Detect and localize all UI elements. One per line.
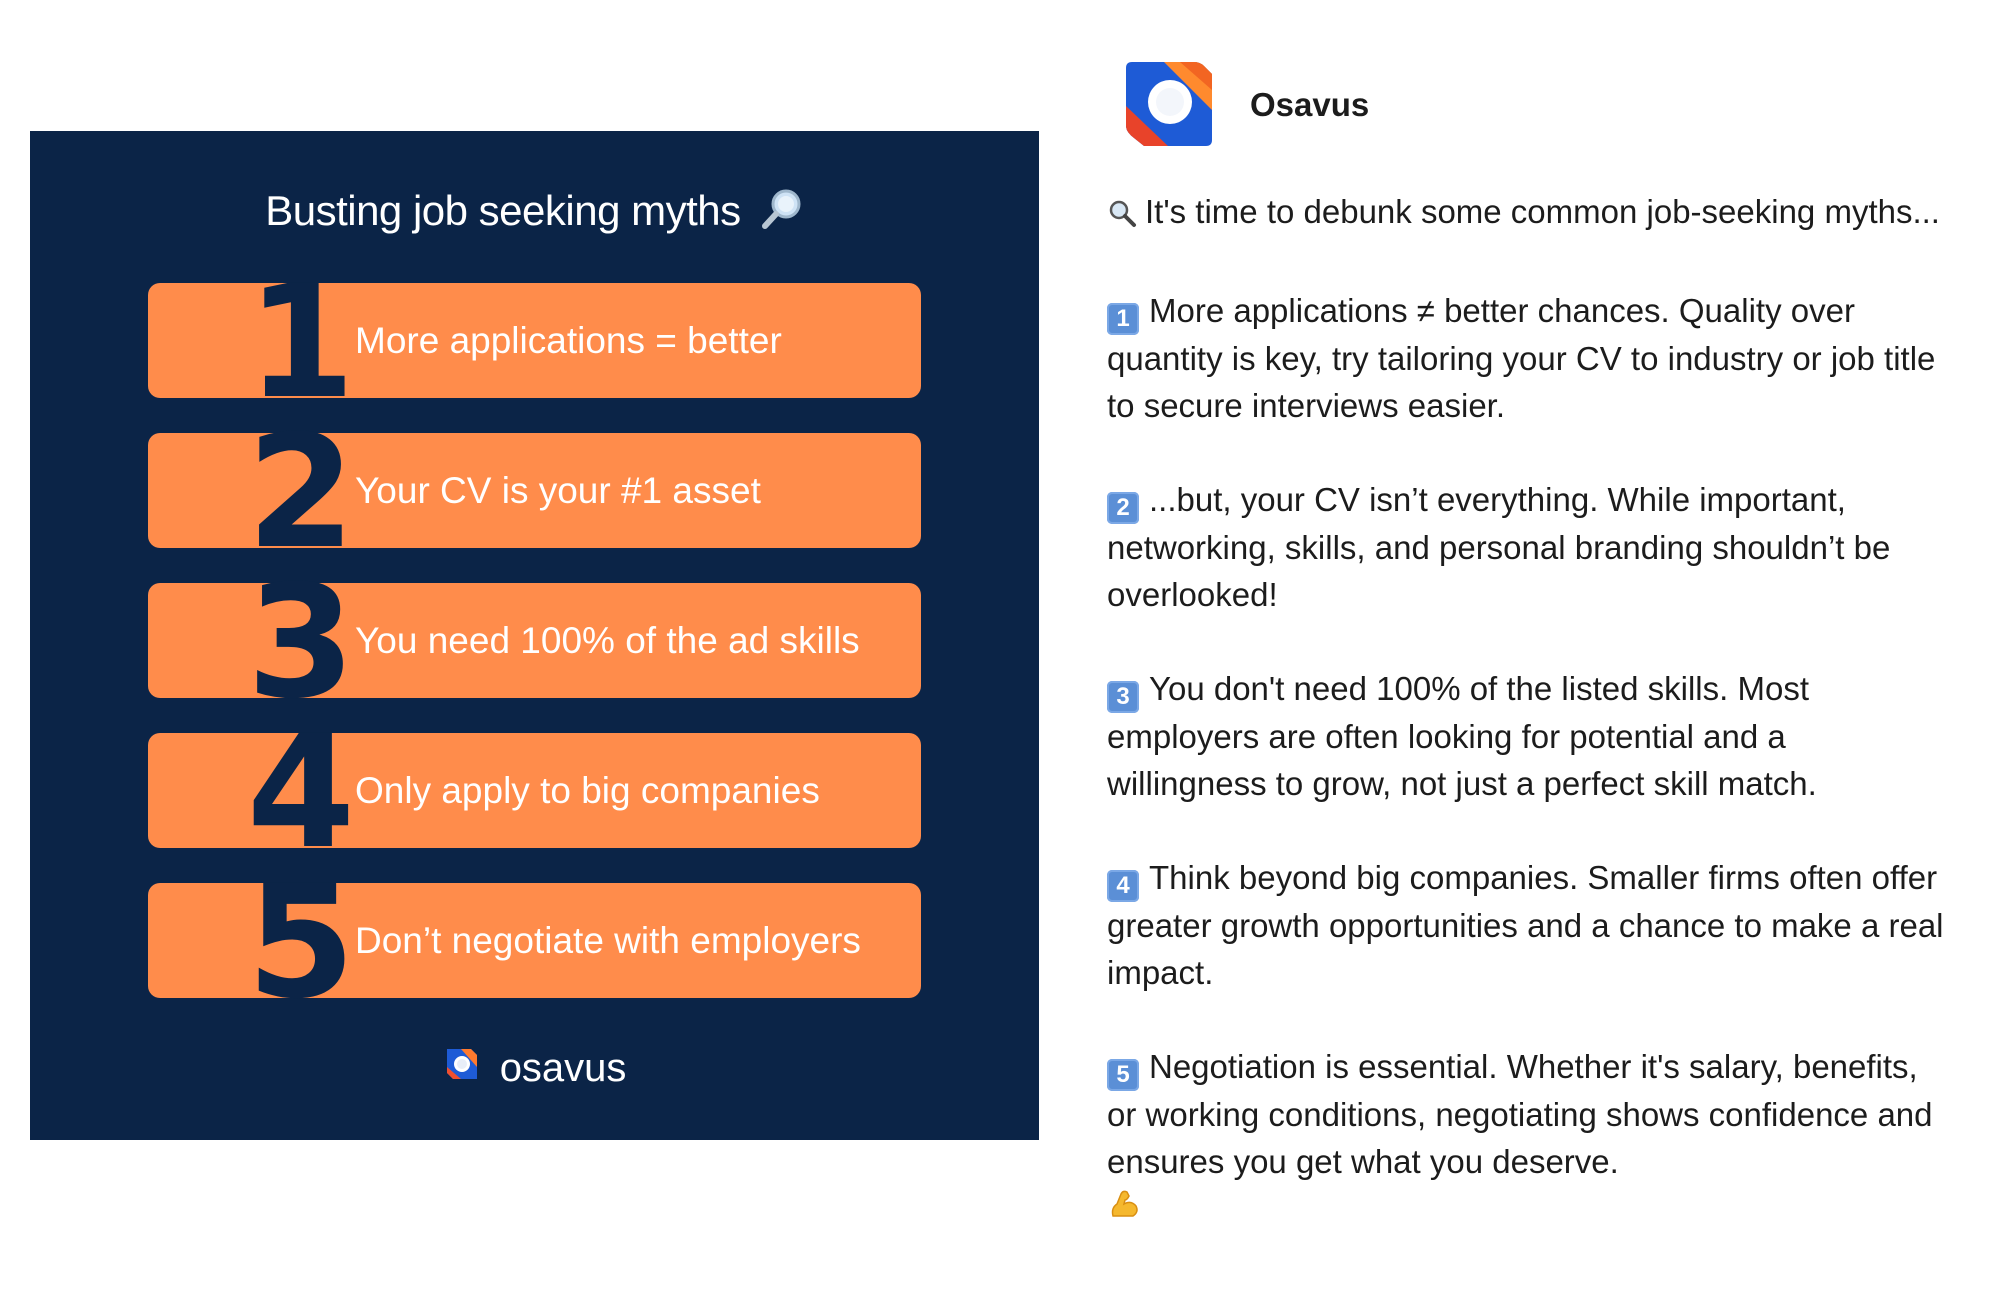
post-point-text: ...but, your CV isn’t everything. While important, networking, skills, and personal branding shouldn’t be overlooked!: [1107, 481, 1891, 613]
myth-number: 4: [246, 701, 352, 883]
post-point-text: Think beyond big companies. Smaller firms often offer greater growth opportunities and a chance to make a real impact.: [1107, 859, 1944, 991]
page-name[interactable]: Osavus: [1250, 86, 1370, 123]
post-intro: [1107, 188, 1947, 240]
post-point-3: [1107, 665, 1947, 807]
post-point-2: [1107, 476, 1947, 618]
post-point-1: [1107, 287, 1947, 429]
myth-number: 3: [246, 551, 352, 733]
keycap-3-icon: 3: [1107, 681, 1139, 713]
myth-text: Your CV is your #1 asset: [355, 470, 761, 511]
myth-row-2: [148, 401, 921, 583]
myth-text: Don’t negotiate with employers: [355, 920, 861, 961]
post-point-text: Negotiation is essential. Whether it's salary, benefits, or working conditions, negotiating shows confidence and ensures you get what you deserve.: [1107, 1048, 1933, 1180]
myth-text: More applications = better: [355, 320, 782, 361]
keycap-4-icon: 4: [1107, 870, 1139, 902]
brand-name: osavus: [499, 1046, 627, 1090]
flexed-biceps-icon: [1107, 1185, 1947, 1225]
myth-row-1: [148, 251, 921, 433]
myth-row-3: [148, 551, 921, 733]
keycap-5-icon: 5: [1107, 1059, 1139, 1091]
post-image[interactable]: [30, 131, 1039, 1140]
post-point-5: [1107, 1043, 1947, 1185]
keycap-1-icon: 1: [1107, 303, 1139, 335]
keycap-2-icon: 2: [1107, 492, 1139, 524]
myth-text: Only apply to big companies: [355, 770, 820, 811]
post-point-4: [1107, 854, 1947, 996]
magnifying-glass-icon: [1107, 193, 1137, 240]
post-point-text: You don't need 100% of the listed skills. Most employers are often looking for potential and a willingness to grow, not just a perfect skill match.: [1107, 670, 1817, 802]
myth-number: 2: [246, 401, 352, 583]
post-point-text: More applications ≠ better chances. Quality over quantity is key, try tailoring your CV to industry or job title to secure interviews easier.: [1107, 292, 1936, 424]
osavus-logo-icon: [1120, 56, 1216, 152]
graphic-title-text: Busting job seeking myths: [265, 187, 741, 235]
brand-footer: [30, 1046, 1039, 1093]
post-body: [1107, 188, 1947, 1225]
avatar[interactable]: [1120, 56, 1216, 152]
myth-number: 1: [246, 251, 352, 433]
osavus-logo-icon: [443, 1047, 479, 1093]
myth-row-5: [148, 851, 921, 1033]
myth-number: 5: [246, 851, 352, 1033]
magnifying-glass-icon: [760, 187, 804, 241]
myth-text: You need 100% of the ad skills: [355, 620, 860, 661]
graphic-title: [30, 187, 1039, 241]
myth-row-4: [148, 701, 921, 883]
post-intro-text: It's time to debunk some common job-seeking myths...: [1145, 193, 1940, 230]
